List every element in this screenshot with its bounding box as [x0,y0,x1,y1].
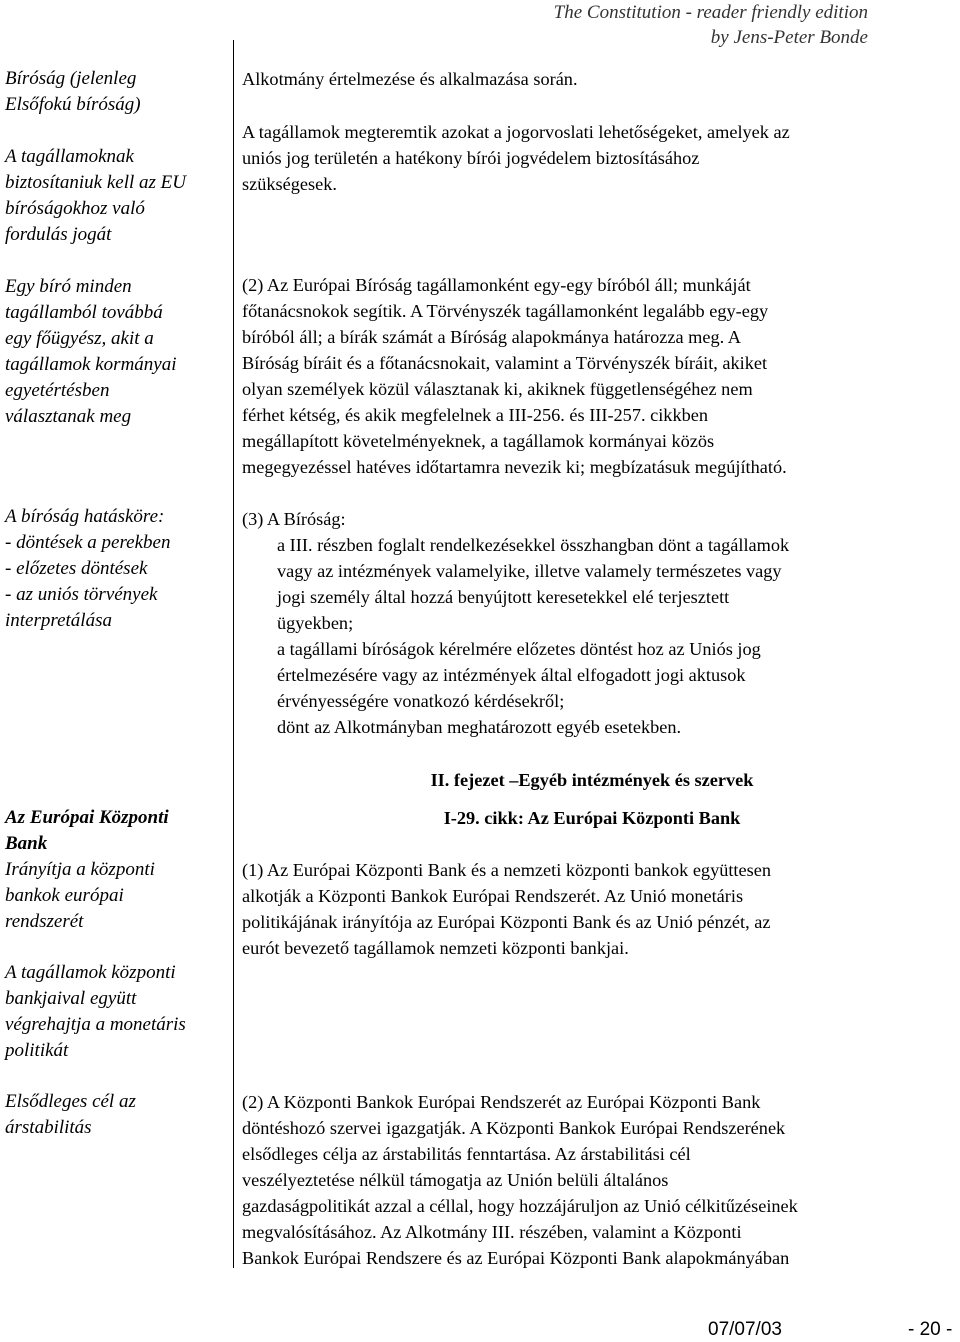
paragraph-composition [242,272,942,480]
text-line: dönt az Alkotmányban meghatározott egyéb esetekben. [277,717,682,737]
text-line: A bíróság hatásköre: [5,506,165,527]
text-line: árstabilitás [5,1117,92,1138]
text-line: interpretálása [5,610,112,631]
text-line: (2) A Központi Bankok Európai Rendszerét az Európai Központi Bank [242,1092,761,1112]
text-line: bankjaival együtt [5,988,137,1009]
text-line: a III. részben foglalt rendelkezésekkel összhangban dönt a tagállamok [277,535,790,555]
text-line: Irányítja a központi [5,859,155,880]
paragraph-court-intro: (3) A Bíróság: [242,509,346,529]
margin-note-monetary [5,960,227,1064]
paragraph-ecb-2 [242,1089,942,1271]
text-line: Elsőfokú bíróság) [5,94,141,115]
paragraph-court-powers [242,532,960,740]
text-line: ügyekben; [277,613,354,633]
text-line: politikát [5,1040,69,1061]
text-line: fordulás jogát [5,224,112,245]
text-line: Bankok Európai Rendszere és az Európai Központi Bank alapokmányában [242,1248,790,1268]
text-line: - az uniós törvények [5,584,158,605]
text-line: Bíróság (jelenleg [5,68,137,89]
text-line: - előzetes döntések [5,558,148,579]
text-line: vagy az intézmények valamelyike, illetve valamely természetes vagy [277,561,782,581]
text-line: tagállamból továbbá [5,302,163,323]
header-edition: The Constitution - reader friendly edition [553,2,868,23]
text-line: veszélyeztetése nélkül támogatja az Unión belüli általános [242,1170,669,1190]
page-header [554,0,868,50]
text-line: bíróból áll; a bírák számát a Bíróság alapokmánya határozza meg. A [242,327,741,347]
text-line: értelmezésére vagy az intézmények által elfogadott jogi aktusok [277,665,746,685]
text-line: eurót bevezető tagállamok nemzeti központi bankjai. [242,938,629,958]
text-line: főtanácsnokok segítik. A Törvényszék tagállamonként legalább egy-egy [242,301,769,321]
text-line: Elsődleges cél az [5,1091,136,1112]
paragraph-ecb-1 [242,857,942,961]
text-line: gazdaságpolitikát azzal a céllal, hogy hozzájáruljon az Unió célkitűzéseinek [242,1196,798,1216]
text-line: bankok európai [5,885,124,906]
margin-note-judges [5,274,227,430]
text-line: alkotják a Központi Bankok Európai Rendszerét. Az Unió monetáris [242,886,744,906]
text-line: - döntések a perekben [5,532,171,553]
text-line: jogi személy által hozzá benyújtott keresetekkel elé terjesztett [277,587,730,607]
text-line: érvényességére vonatkozó kérdésekről; [277,691,565,711]
paragraph-interpretation [242,66,942,92]
margin-note-jurisdiction [5,504,227,634]
text-line: Bank [5,833,48,854]
text-line: Alkotmány értelmezése és alkalmazása során. [242,69,578,89]
text-line: A tagállamok központi [5,962,176,983]
margin-note-ecb-title [5,805,227,857]
text-line: (1) Az Európai Központi Bank és a nemzeti központi bankok együttesen [242,860,771,880]
text-line: rendszerét [5,911,84,932]
text-line: Bíróság bíráit és a főtanácsnokait, valamint a Törvényszék bíráit, akiket [242,353,768,373]
paragraph-remedies [242,119,942,197]
text-line: biztosítaniuk kell az EU [5,172,187,193]
text-line: olyan személyek közül választanak ki, akiknek függetlenségéhez nem [242,379,753,399]
text-line: választanak meg [5,406,132,427]
article-heading: I-29. cikk: Az Európai Központi Bank [443,808,741,828]
margin-note-ecb-system [5,857,227,935]
text-line: döntéshozó szervei igazgatják. A Központi Bankok Európai Rendszerének [242,1118,786,1138]
text-line: A tagállamoknak [5,146,134,167]
text-line: tagállamok kormányai [5,354,177,375]
text-line: végrehajtja a monetáris [5,1014,186,1035]
footer-date: 07/07/03 [708,1319,782,1340]
margin-note-price-stability [5,1089,227,1141]
text-line: Az Európai Központi [5,807,169,828]
text-line: szükségesek. [242,174,337,194]
text-line: megállapított követelményeknek, a tagállamok kormányai közös [242,431,715,451]
page-number: - 20 - [908,1319,953,1340]
text-line: egy főügyész, akit a [5,328,154,349]
text-line: (2) Az Európai Bíróság tagállamonként egy-egy bíróból áll; munkáját [242,275,751,295]
text-line: bíróságokhoz való [5,198,145,219]
margin-notes [5,0,227,1340]
text-line: uniós jog területén a hatékony bírói jogvédelem biztosításához [242,148,700,168]
text-line: A tagállamok megteremtik azokat a jogorvoslati lehetőségeket, amelyek az [242,122,790,142]
text-line: elsődleges célja az árstabilitás fenntartása. Az árstabilitási cél [242,1144,691,1164]
text-line: férhet kétség, és akik megfelelnek a III-256. és III-257. cikkben [242,405,708,425]
text-line: megvalósításához. Az Alkotmány III. részében, valamint a Központi [242,1222,742,1242]
text-line: a tagállami bíróságok kérelmére előzetes döntést hoz az Uniós jog [277,639,761,659]
header-author: by Jens-Peter Bonde [710,27,868,48]
text-line: politikájának irányítója az Európai Központi Bank és az Unió pénzét, az [242,912,771,932]
text-line: Egy bíró minden [5,276,132,297]
text-line: megegyezéssel hatéves időtartamra nevezik ki; megbízatásuk megújítható. [242,457,787,477]
text-line: egyetértésben [5,380,110,401]
chapter-heading: II. fejezet –Egyéb intézmények és szervek [430,770,754,790]
margin-note-court [5,66,227,118]
margin-note-access [5,144,227,248]
column-divider [233,40,234,1268]
